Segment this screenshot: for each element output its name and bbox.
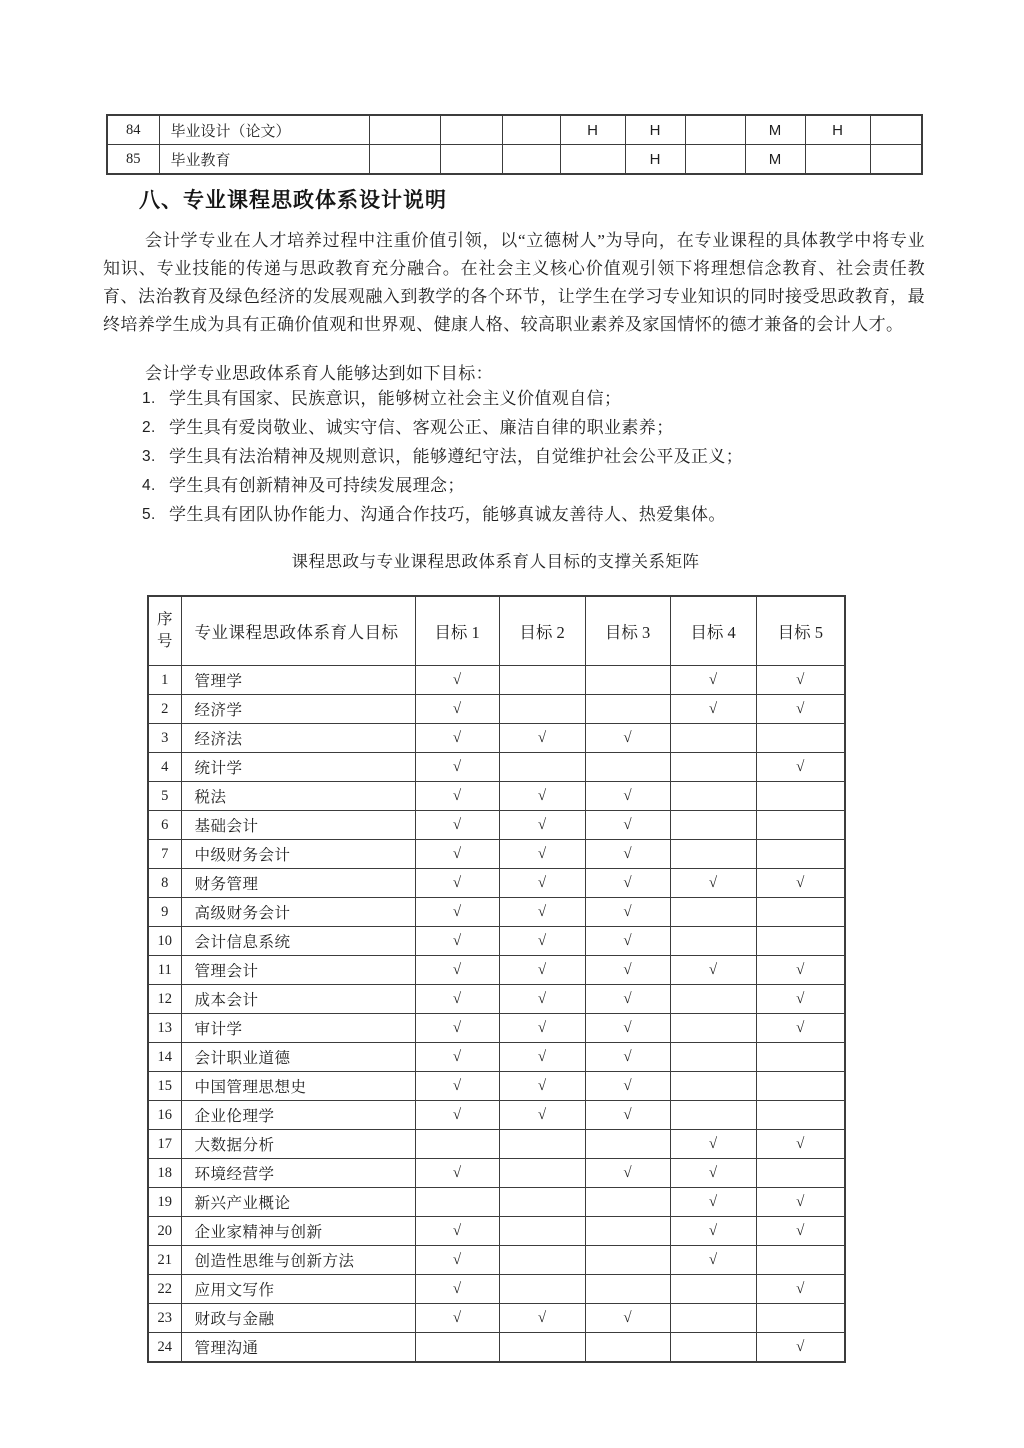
goal-number: 4. <box>142 477 156 494</box>
matrix-row <box>148 840 845 869</box>
check-cell: √ <box>415 666 499 695</box>
check-cell: √ <box>756 1217 845 1246</box>
check-cell <box>415 1333 499 1363</box>
check-cell: √ <box>499 1072 585 1101</box>
check-cell <box>499 666 585 695</box>
column-header-goal-3: 目标 3 <box>585 596 670 666</box>
course-name: 毕业教育 <box>159 145 369 175</box>
course-name: 财务管理 <box>181 869 415 898</box>
check-cell <box>756 1043 845 1072</box>
check-cell: √ <box>415 840 499 869</box>
course-name: 成本会计 <box>181 985 415 1014</box>
check-cell: √ <box>585 985 670 1014</box>
goal-text: 学生具有国家、民族意识，能够树立社会主义价值观自信； <box>169 389 622 408</box>
matrix-row <box>148 927 845 956</box>
matrix-row <box>148 1043 845 1072</box>
course-name: 审计学 <box>181 1014 415 1043</box>
check-cell: √ <box>415 1072 499 1101</box>
goal-number: 5. <box>142 506 156 523</box>
check-cell: √ <box>415 1304 499 1333</box>
check-cell: √ <box>585 1159 670 1188</box>
intro-paragraph: 会计学专业在人才培养过程中注重价值引领，以“立德树人”为导向，在专业课程的具体教学中将专业知识、专业技能的传递与思政教育充分融合。在社会主义核心价值观引领下将理想信念教育、社会责任教育、法治教育及绿色经济的发展观融入到教学的各个环节，让学生在学习专业知识的同时接受思政教育，最终培养学生成为具有正确价值观和世界观、健康人格、较高职业素养及家国情怀的德才兼备的会计人才。 <box>103 231 925 334</box>
row-number: 7 <box>148 840 181 869</box>
course-name: 企业家精神与创新 <box>181 1217 415 1246</box>
course-name: 会计信息系统 <box>181 927 415 956</box>
course-name: 高级财务会计 <box>181 898 415 927</box>
check-cell <box>585 1246 670 1275</box>
check-cell: √ <box>585 1304 670 1333</box>
matrix-row <box>148 985 845 1014</box>
matrix-row <box>148 956 845 985</box>
matrix-row <box>148 1072 845 1101</box>
column-header-goal-4: 目标 4 <box>670 596 756 666</box>
grade-cell <box>870 115 922 145</box>
grade-cell <box>805 145 870 175</box>
row-number: 24 <box>148 1333 181 1363</box>
check-cell: √ <box>756 753 845 782</box>
matrix-table-body <box>148 666 845 1363</box>
check-cell <box>670 898 756 927</box>
course-name: 中国管理思想史 <box>181 1072 415 1101</box>
check-cell: √ <box>670 869 756 898</box>
goal-item <box>142 384 932 413</box>
check-cell: √ <box>585 1101 670 1130</box>
matrix-row <box>148 1014 845 1043</box>
check-cell: √ <box>670 1130 756 1159</box>
row-number: 84 <box>107 115 159 145</box>
grade-cell: H <box>805 115 870 145</box>
check-cell <box>585 1275 670 1304</box>
row-number: 17 <box>148 1130 181 1159</box>
matrix-caption: 课程思政与专业课程思政体系育人目标的支撑关系矩阵 <box>291 552 700 571</box>
matrix-row <box>148 1217 845 1246</box>
course-name: 新兴产业概论 <box>181 1188 415 1217</box>
check-cell <box>585 695 670 724</box>
check-cell: √ <box>585 956 670 985</box>
check-cell: √ <box>670 1159 756 1188</box>
course-name: 统计学 <box>181 753 415 782</box>
check-cell: √ <box>756 695 845 724</box>
goal-number: 1. <box>142 390 156 407</box>
row-number: 20 <box>148 1217 181 1246</box>
row-number: 19 <box>148 1188 181 1217</box>
goal-text: 学生具有团队协作能力、沟通合作技巧，能够真诚友善待人、热爱集体。 <box>169 505 726 524</box>
row-number: 13 <box>148 1014 181 1043</box>
matrix-row <box>148 1333 845 1363</box>
matrix-row <box>148 782 845 811</box>
table-row <box>107 115 922 145</box>
row-number: 3 <box>148 724 181 753</box>
matrix-row <box>148 1304 845 1333</box>
grade-cell <box>685 145 745 175</box>
course-name: 创造性思维与创新方法 <box>181 1246 415 1275</box>
matrix-row <box>148 695 845 724</box>
row-number: 85 <box>107 145 159 175</box>
check-cell: √ <box>756 666 845 695</box>
check-cell: √ <box>585 724 670 753</box>
check-cell <box>756 1101 845 1130</box>
row-number: 18 <box>148 1159 181 1188</box>
matrix-row <box>148 869 845 898</box>
table-row <box>107 145 922 175</box>
check-cell: √ <box>756 1333 845 1363</box>
course-name: 经济法 <box>181 724 415 753</box>
check-cell <box>670 840 756 869</box>
row-number: 12 <box>148 985 181 1014</box>
row-number: 1 <box>148 666 181 695</box>
check-cell <box>670 753 756 782</box>
check-cell <box>670 1072 756 1101</box>
check-cell: √ <box>756 1188 845 1217</box>
check-cell: √ <box>756 1130 845 1159</box>
check-cell: √ <box>415 1014 499 1043</box>
check-cell: √ <box>415 1043 499 1072</box>
goal-number: 2. <box>142 419 156 436</box>
row-number: 22 <box>148 1275 181 1304</box>
goal-item <box>142 471 932 500</box>
course-name: 基础会计 <box>181 811 415 840</box>
column-header-no: 序号 <box>148 596 181 666</box>
check-cell <box>756 1072 845 1101</box>
check-cell: √ <box>499 1014 585 1043</box>
goal-number: 3. <box>142 448 156 465</box>
check-cell: √ <box>585 1072 670 1101</box>
goals-intro: 会计学专业思政体系育人能够达到如下目标： <box>145 364 493 383</box>
check-cell: √ <box>415 927 499 956</box>
check-cell: √ <box>670 695 756 724</box>
grade-cell <box>560 145 625 175</box>
column-header-goal-5: 目标 5 <box>756 596 845 666</box>
check-cell: √ <box>670 666 756 695</box>
check-cell <box>499 1246 585 1275</box>
check-cell: √ <box>756 985 845 1014</box>
check-cell <box>415 1130 499 1159</box>
check-cell: √ <box>670 1246 756 1275</box>
check-cell <box>756 1159 845 1188</box>
top-table-body <box>107 115 922 174</box>
column-header-goal-2: 目标 2 <box>499 596 585 666</box>
check-cell <box>756 840 845 869</box>
check-cell: √ <box>585 782 670 811</box>
row-number: 11 <box>148 956 181 985</box>
check-cell <box>756 1304 845 1333</box>
course-name: 管理会计 <box>181 956 415 985</box>
check-cell: √ <box>415 782 499 811</box>
check-cell: √ <box>756 1275 845 1304</box>
row-number: 9 <box>148 898 181 927</box>
row-number: 10 <box>148 927 181 956</box>
check-cell <box>756 782 845 811</box>
course-name: 经济学 <box>181 695 415 724</box>
check-cell: √ <box>499 956 585 985</box>
check-cell: √ <box>499 1304 585 1333</box>
check-cell: √ <box>415 724 499 753</box>
course-name: 企业伦理学 <box>181 1101 415 1130</box>
check-cell <box>499 1188 585 1217</box>
goal-item <box>142 442 932 471</box>
check-cell: √ <box>415 985 499 1014</box>
check-cell <box>670 1275 756 1304</box>
course-name: 应用文写作 <box>181 1275 415 1304</box>
check-cell: √ <box>499 985 585 1014</box>
grade-cell <box>502 145 560 175</box>
row-number: 2 <box>148 695 181 724</box>
check-cell <box>499 753 585 782</box>
check-cell: √ <box>415 1159 499 1188</box>
grade-cell <box>870 145 922 175</box>
check-cell <box>499 1130 585 1159</box>
goal-text: 学生具有法治精神及规则意识，能够遵纪守法，自觉维护社会公平及正义； <box>169 447 744 466</box>
check-cell <box>499 695 585 724</box>
grade-cell <box>369 145 440 175</box>
check-cell: √ <box>585 1043 670 1072</box>
check-cell <box>585 666 670 695</box>
check-cell <box>670 927 756 956</box>
matrix-row <box>148 1101 845 1130</box>
row-number: 16 <box>148 1101 181 1130</box>
check-cell <box>585 1130 670 1159</box>
check-cell: √ <box>585 1014 670 1043</box>
check-cell <box>415 1188 499 1217</box>
course-name: 大数据分析 <box>181 1130 415 1159</box>
grade-cell: M <box>745 115 805 145</box>
check-cell: √ <box>499 898 585 927</box>
check-cell <box>670 1043 756 1072</box>
check-cell: √ <box>499 811 585 840</box>
grade-cell <box>440 115 502 145</box>
course-name: 中级财务会计 <box>181 840 415 869</box>
goal-text: 学生具有创新精神及可持续发展理念； <box>169 476 465 495</box>
check-cell: √ <box>756 869 845 898</box>
course-name: 财政与金融 <box>181 1304 415 1333</box>
check-cell <box>670 782 756 811</box>
check-cell <box>670 724 756 753</box>
check-cell: √ <box>670 956 756 985</box>
check-cell <box>670 985 756 1014</box>
check-cell: √ <box>415 1101 499 1130</box>
row-number: 15 <box>148 1072 181 1101</box>
check-cell: √ <box>415 1275 499 1304</box>
column-header-goal-1: 目标 1 <box>415 596 499 666</box>
goal-item <box>142 413 932 442</box>
grade-cell <box>440 145 502 175</box>
matrix-row <box>148 1275 845 1304</box>
check-cell: √ <box>415 811 499 840</box>
check-cell <box>585 753 670 782</box>
check-cell: √ <box>499 927 585 956</box>
check-cell <box>499 1275 585 1304</box>
section-heading: 八、专业课程思政体系设计说明 <box>139 189 447 212</box>
check-cell <box>670 1101 756 1130</box>
check-cell <box>756 811 845 840</box>
check-cell: √ <box>415 1246 499 1275</box>
check-cell: √ <box>415 1217 499 1246</box>
row-number: 5 <box>148 782 181 811</box>
column-header-course: 专业课程思政体系育人目标 <box>181 596 415 666</box>
grade-cell: M <box>745 145 805 175</box>
course-name: 管理沟通 <box>181 1333 415 1363</box>
matrix-row <box>148 1130 845 1159</box>
matrix-row <box>148 811 845 840</box>
check-cell <box>499 1217 585 1246</box>
check-cell: √ <box>585 840 670 869</box>
check-cell <box>756 1246 845 1275</box>
matrix-row <box>148 724 845 753</box>
grade-cell <box>369 115 440 145</box>
course-name: 环境经营学 <box>181 1159 415 1188</box>
support-matrix-table <box>147 595 846 1363</box>
check-cell: √ <box>499 869 585 898</box>
row-number: 4 <box>148 753 181 782</box>
check-cell: √ <box>585 898 670 927</box>
check-cell: √ <box>499 724 585 753</box>
check-cell <box>585 1333 670 1363</box>
check-cell <box>499 1159 585 1188</box>
check-cell: √ <box>756 956 845 985</box>
check-cell <box>670 1304 756 1333</box>
goal-text: 学生具有爱岗敬业、诚实守信、客观公正、廉洁自律的职业素养； <box>169 418 674 437</box>
check-cell <box>670 1014 756 1043</box>
matrix-header-row <box>148 596 845 666</box>
grade-cell: H <box>560 115 625 145</box>
grade-cell <box>685 115 745 145</box>
check-cell: √ <box>499 782 585 811</box>
check-cell <box>585 1217 670 1246</box>
check-cell <box>499 1333 585 1363</box>
matrix-row <box>148 898 845 927</box>
row-number: 6 <box>148 811 181 840</box>
row-number: 8 <box>148 869 181 898</box>
check-cell: √ <box>415 695 499 724</box>
check-cell: √ <box>499 1101 585 1130</box>
check-cell: √ <box>415 956 499 985</box>
check-cell: √ <box>756 1014 845 1043</box>
check-cell: √ <box>415 753 499 782</box>
check-cell: √ <box>670 1217 756 1246</box>
check-cell <box>670 811 756 840</box>
matrix-row <box>148 666 845 695</box>
matrix-row <box>148 753 845 782</box>
goals-list <box>142 384 932 529</box>
row-number: 14 <box>148 1043 181 1072</box>
matrix-row <box>148 1188 845 1217</box>
grade-cell: H <box>625 115 685 145</box>
row-number: 21 <box>148 1246 181 1275</box>
check-cell: √ <box>499 1043 585 1072</box>
course-grade-table <box>106 114 923 175</box>
check-cell <box>585 1188 670 1217</box>
course-name: 会计职业道德 <box>181 1043 415 1072</box>
check-cell <box>756 927 845 956</box>
check-cell <box>670 1333 756 1363</box>
row-number: 23 <box>148 1304 181 1333</box>
grade-cell: H <box>625 145 685 175</box>
check-cell: √ <box>499 840 585 869</box>
check-cell: √ <box>585 869 670 898</box>
check-cell: √ <box>415 869 499 898</box>
course-name: 税法 <box>181 782 415 811</box>
goal-item <box>142 500 932 529</box>
matrix-row <box>148 1246 845 1275</box>
check-cell <box>756 724 845 753</box>
course-name: 毕业设计（论文） <box>159 115 369 145</box>
check-cell: √ <box>670 1188 756 1217</box>
matrix-row <box>148 1159 845 1188</box>
check-cell: √ <box>585 927 670 956</box>
check-cell: √ <box>585 811 670 840</box>
course-name: 管理学 <box>181 666 415 695</box>
grade-cell <box>502 115 560 145</box>
check-cell <box>756 898 845 927</box>
check-cell: √ <box>415 898 499 927</box>
